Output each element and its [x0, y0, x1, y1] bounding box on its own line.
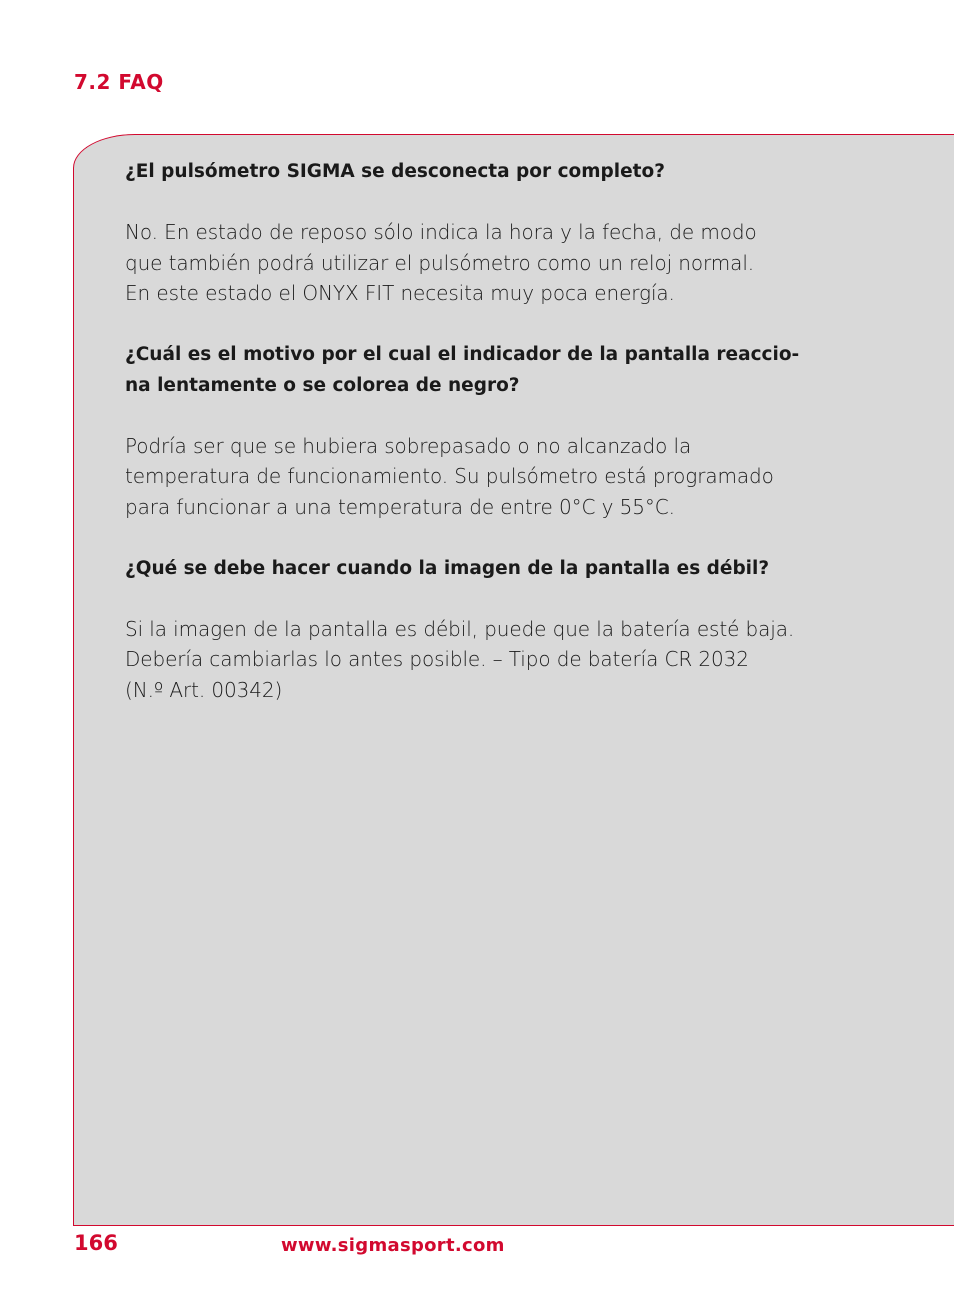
- question-line: ¿Cuál es el motivo por el cual el indicador de la pantalla reaccio-: [125, 343, 800, 365]
- faq-question: [125, 339, 845, 401]
- faq-item-2: [125, 339, 845, 523]
- faq-question: [125, 553, 845, 584]
- question-line: na lentamente o se colorea de negro?: [125, 374, 520, 396]
- faq-question: [125, 156, 845, 187]
- answer-line: Debería cambiarlas lo antes posible. – Tipo de batería CR 2032: [125, 647, 749, 672]
- faq-content: [125, 156, 845, 735]
- answer-line: Si la imagen de la pantalla es débil, puede que la batería esté baja.: [125, 616, 795, 641]
- section-title: 7.2 FAQ: [74, 70, 164, 94]
- faq-item-1: [125, 156, 845, 309]
- question-line: ¿Qué se debe hacer cuando la imagen de la pantalla es débil?: [125, 557, 770, 579]
- answer-line: Podría ser que se hubiera sobrepasado o no alcanzado la: [125, 433, 692, 458]
- question-line: ¿El pulsómetro SIGMA se desconecta por completo?: [125, 161, 665, 182]
- faq-answer: [125, 431, 845, 523]
- answer-line: No. En estado de reposo sólo indica la hora y la fecha, de modo: [125, 220, 757, 244]
- faq-item-3: [125, 553, 845, 706]
- answer-line: temperatura de funcionamiento. Su pulsómetro está programado: [125, 464, 774, 489]
- answer-line: (N.º Art. 00342): [125, 677, 283, 702]
- footer-url[interactable]: www.sigmasport.com: [281, 1235, 505, 1256]
- faq-answer: [125, 217, 845, 309]
- faq-answer: [125, 614, 845, 706]
- answer-line: que también podrá utilizar el pulsómetro como un reloj normal.: [125, 250, 755, 275]
- page-number: 166: [74, 1231, 118, 1255]
- answer-line: para funcionar a una temperatura de entre 0°C y 55°C.: [125, 494, 675, 519]
- answer-line: En este estado el ONYX FIT necesita muy poca energía.: [125, 281, 675, 306]
